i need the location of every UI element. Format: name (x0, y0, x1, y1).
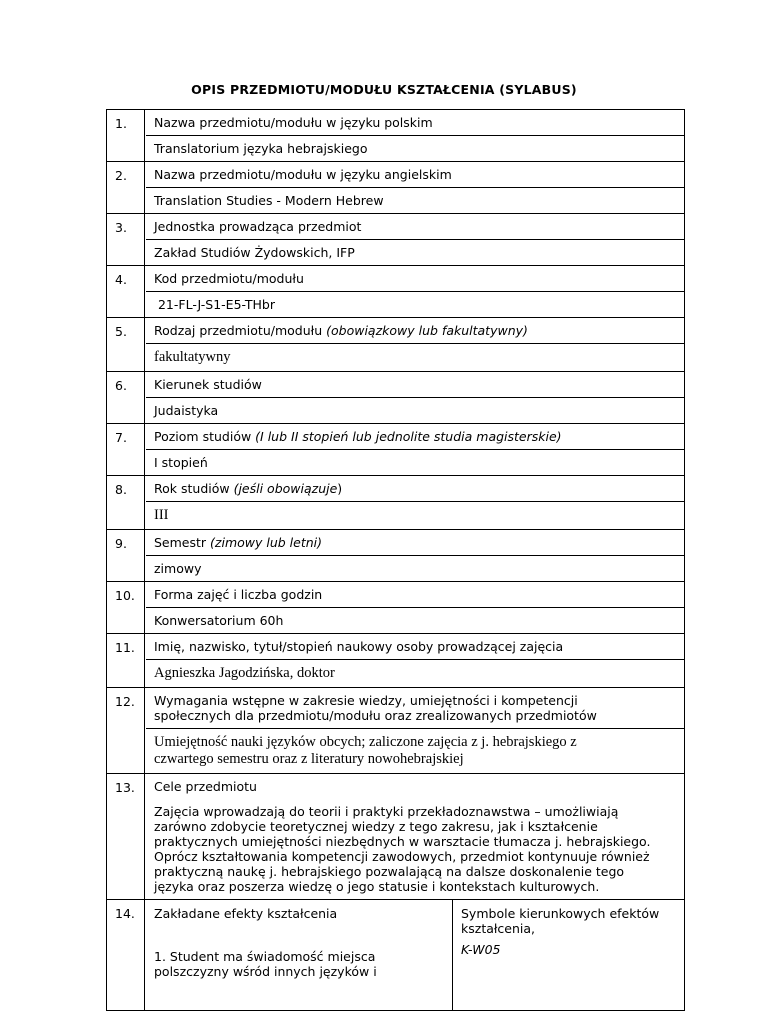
row-value: I stopień (154, 455, 208, 470)
row-number: 1. (107, 110, 145, 161)
row-label (146, 476, 684, 502)
row-number: 11. (107, 634, 145, 687)
table-row (107, 900, 685, 1011)
row-label (146, 530, 684, 556)
row-number: 6. (107, 372, 145, 423)
row-label: Nazwa przedmiotu/modułu w języku polskim (146, 110, 684, 136)
row-value: zimowy (154, 561, 202, 576)
table-row (107, 582, 685, 634)
syllabus-table (106, 109, 685, 1011)
label-tail: ) (337, 481, 343, 496)
row-number: 12. (107, 688, 145, 773)
row-number: 13. (107, 774, 145, 899)
label-note: (jeśli obowiązuje (233, 481, 338, 496)
row-number: 10. (107, 582, 145, 633)
row-value: 21-FL-J-S1-E5-THbr (154, 297, 276, 312)
row-number: 14. (107, 900, 145, 1010)
learning-effect: 1. Student ma świadomość miejsca polszczyzny wśród innych języków i (154, 949, 377, 979)
row-number: 5. (107, 318, 145, 371)
table-row (107, 774, 685, 900)
table-row (107, 318, 685, 372)
row-number: 2. (107, 162, 145, 213)
row-value: Umiejętność nauki języków obcych; zaliczone zajęcia z j. hebrajskiego z czwartego semestru oraz z literatury nowohebrajskiej (154, 734, 577, 767)
row-value: Translatorium języka hebrajskiego (154, 141, 368, 156)
table-row (107, 424, 685, 476)
row-value: Judaistyka (154, 403, 219, 418)
row-value: Agnieszka Jagodzińska, doktor (154, 665, 335, 681)
table-row (107, 530, 685, 582)
label-text: Rodzaj przedmiotu/modułu (154, 323, 327, 338)
row-value: III (154, 507, 169, 523)
row-label: Kierunek studiów (146, 372, 684, 398)
row-number: 9. (107, 530, 145, 581)
row-value: Konwersatorium 60h (154, 613, 284, 628)
table-row (107, 476, 685, 530)
symbols-label: Symbole kierunkowych efektów kształcenia, (461, 906, 660, 936)
row-label (146, 318, 684, 344)
row-label: Nazwa przedmiotu/modułu w języku angielskim (146, 162, 684, 188)
table-row (107, 214, 685, 266)
label-note: (I lub II stopień lub jednolite studia magisterskie) (255, 429, 562, 444)
table-row (107, 688, 685, 774)
row-number: 3. (107, 214, 145, 265)
row-label: Kod przedmiotu/modułu (146, 266, 684, 292)
row-label: Imię, nazwisko, tytuł/stopień naukowy osoby prowadzącej zajęcia (146, 634, 684, 660)
row-label: Cele przedmiotu (154, 779, 257, 794)
label-note: (obowiązkowy lub fakultatywny) (326, 323, 528, 338)
label-text: Rok studiów (154, 481, 234, 496)
row-label: Zakładane efekty kształcenia (154, 906, 338, 921)
document-title: OPIS PRZEDMIOTU/MODUŁU KSZTAŁCENIA (SYLABUS) (191, 82, 577, 97)
row-number: 8. (107, 476, 145, 529)
table-row (107, 372, 685, 424)
row-number: 7. (107, 424, 145, 475)
row-label: Jednostka prowadząca przedmiot (146, 214, 684, 240)
table-row (107, 162, 685, 214)
table-row (107, 266, 685, 318)
table-row (107, 110, 685, 162)
row-value: fakultatywny (154, 349, 231, 365)
row-label: Wymagania wstępne w zakresie wiedzy, umiejętności i kompetencji społecznych dla przedmiotu/modułu oraz zrealizowanych przedmiotów (146, 688, 684, 729)
table-row (107, 634, 685, 688)
row-value: Translation Studies - Modern Hebrew (154, 193, 384, 208)
effect-symbol: K-W05 (461, 942, 501, 957)
row-value: Zajęcia wprowadzają do teorii i praktyki przekładoznawstwa – umożliwiają zarówno zdobycie teoretycznej wiedzy z tego zakresu, jak i kształcenie praktycznych umiejętności niezbędnych w warsztacie tłumacza j. hebrajskiego. Oprócz kształtowania kompetencji zawodowych, przedmiot kontynuuje również praktyczną naukę j. hebrajskiego pozwalającą na dalsze doskonalenie tego języka oraz poszerza wiedzę o jego statusie i kontekstach kulturowych. (154, 804, 651, 894)
row-number: 4. (107, 266, 145, 317)
row-label (146, 424, 684, 450)
label-text: Semestr (154, 535, 211, 550)
label-note: (zimowy lub letni) (210, 535, 323, 550)
row-value: Zakład Studiów Żydowskich, IFP (154, 245, 355, 260)
label-text: Poziom studiów (154, 429, 256, 444)
row-label: Forma zajęć i liczba godzin (146, 582, 684, 608)
